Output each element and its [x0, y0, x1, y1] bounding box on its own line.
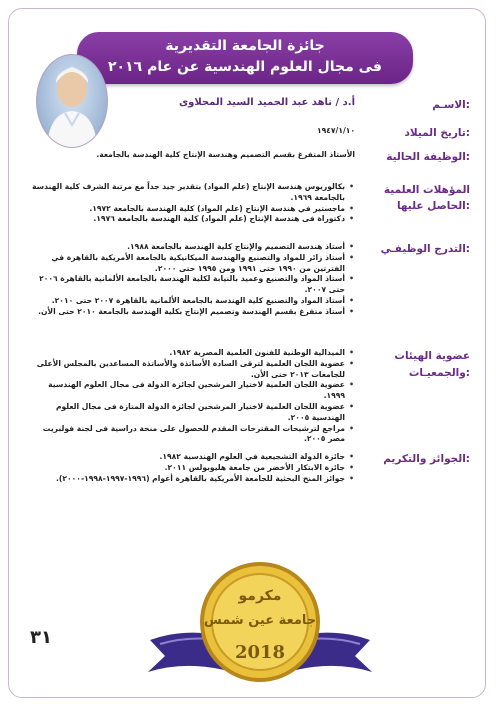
memberships-list: [30, 348, 355, 445]
title-line-2: فى مجال العلوم الهندسية عن عام ٢٠١٦: [108, 59, 382, 75]
birthdate-label: تاريخ الميلاد:: [404, 127, 470, 139]
honorees-emblem: [140, 552, 380, 702]
title-line-1: جائزة الجامعة التقديرية: [165, 38, 325, 54]
name-label: الاسـم:: [432, 99, 470, 111]
qualifications-label: المؤهلات العلمية الحاصل عليها:: [383, 184, 470, 212]
list-item: • أستاذ المواد والتصنيع كلية الهندسة بالجامعة الألمانية بالقاهرة ٢٠٠٧ حتى ٢٠١٠.: [30, 296, 345, 307]
list-item: • الميدالية الوطنية للفنون العلمية المصرية ١٩٨٢.: [30, 348, 345, 359]
list-item: • عضوية اللجان العلمية لترقى السادة الأساتذة والأساتذة المساعدين بالمجلس الأعلى للجامعات ٢٠١٣ حتى الأن.: [30, 359, 345, 381]
career-label: التدرج الوظيفـي:: [380, 243, 470, 255]
list-item: • مراجع لترشيحات المقترحات المقدم للحصول على منحة دراسية فى لجنة فولبريت مصر ٢٠٠٥.: [30, 424, 345, 446]
list-item: • جائزة الابتكار الأخضر من جامعة هليوبولس ٢٠١١.: [30, 463, 345, 474]
list-item: • أستاذ زائر للمواد والتصنيع والهندسة الميكانيكية بالجامعة الأمريكية بالقاهرة في الفترتين من ١٩٩٠ حتى ١٩٩١ ومن ١٩٩٥ حتى ٢٠٠٠.: [30, 253, 345, 275]
qualifications-list: [30, 182, 355, 225]
list-item: • جوائز المنح البحثية للجامعة الأمريكية بالقاهرة أعوام (١٩٩٦-١٩٩٧-١٩٩٨-٢٠٠٠).: [30, 474, 345, 485]
title-banner: [77, 32, 413, 84]
list-item: • أستاذ متفرغ بقسم الهندسة وتصميم الإنتاج بكلية الهندسة بالجامعة ٢٠١٠ حتى الأن.: [30, 307, 345, 318]
awards-label: الجوائز والتكريم:: [383, 453, 470, 465]
awards-list: [30, 452, 355, 484]
list-item: • دكتوراة فى هندسة الإنتاج (علم المواد) كلية الهندسة بالجامعة ١٩٧٦.: [30, 214, 345, 225]
emblem-text-mid: جامعة عين شمس: [203, 613, 317, 628]
current-job-label: الوظيفة الحالية:: [386, 151, 470, 163]
list-item: • جائزة الدولة التشجيعية في العلوم الهندسية ١٩٨٢.: [30, 452, 345, 463]
birthdate-value: ١٩٤٧/١/١٠: [317, 126, 355, 135]
list-item: • أستاذ المواد والتصنيع وعميد بالنيابة لكلية الهندسة بالجامعة الألمانية بالقاهرة ٢٠٠٦ حتى ٢٠٠٧.: [30, 274, 345, 296]
emblem-year: 2018: [234, 642, 286, 663]
emblem-text-top: مكرمو: [238, 588, 282, 604]
memberships-label: عضوية الهيئات والجمعيـات:: [394, 350, 470, 379]
career-list: [30, 242, 355, 318]
list-item: • بكالوريوس هندسة الإنتاج (علم المواد) بتقدير جيد جداً مع مرتبة الشرف كلية الهندسة بالجامعة ١٩٦٩.: [30, 182, 345, 204]
list-item: • عضوية اللجان العلمية لاختيار المرشحين لجائزة الدولة المتازة فى مجال العلوم الهندسية ٢٠٠٥.: [30, 402, 345, 424]
name-value: أ.د / ناهد عبد الحميد السيد المحلاوى: [178, 97, 355, 108]
current-job-value: الأستاذ المتفرغ بقسم التصميم وهندسة الإنتاج كلية الهندسة بالجامعة.: [96, 150, 355, 159]
list-item: • عضوية اللجان العلمية لاختيار المرشحين لجائزة الدولة فى مجال العلوم الهندسية ١٩٩٩.: [30, 380, 345, 402]
page-number: ٣١: [30, 627, 52, 648]
list-item: • ماجستير في هندسة الإنتاج (علم المواد) كلية الهندسة بالجامعة ١٩٧٢.: [30, 204, 345, 215]
list-item: • أستاذ هندسة التصميم والإنتاج كلية الهندسة بالجامعة ١٩٨٨.: [30, 242, 345, 253]
